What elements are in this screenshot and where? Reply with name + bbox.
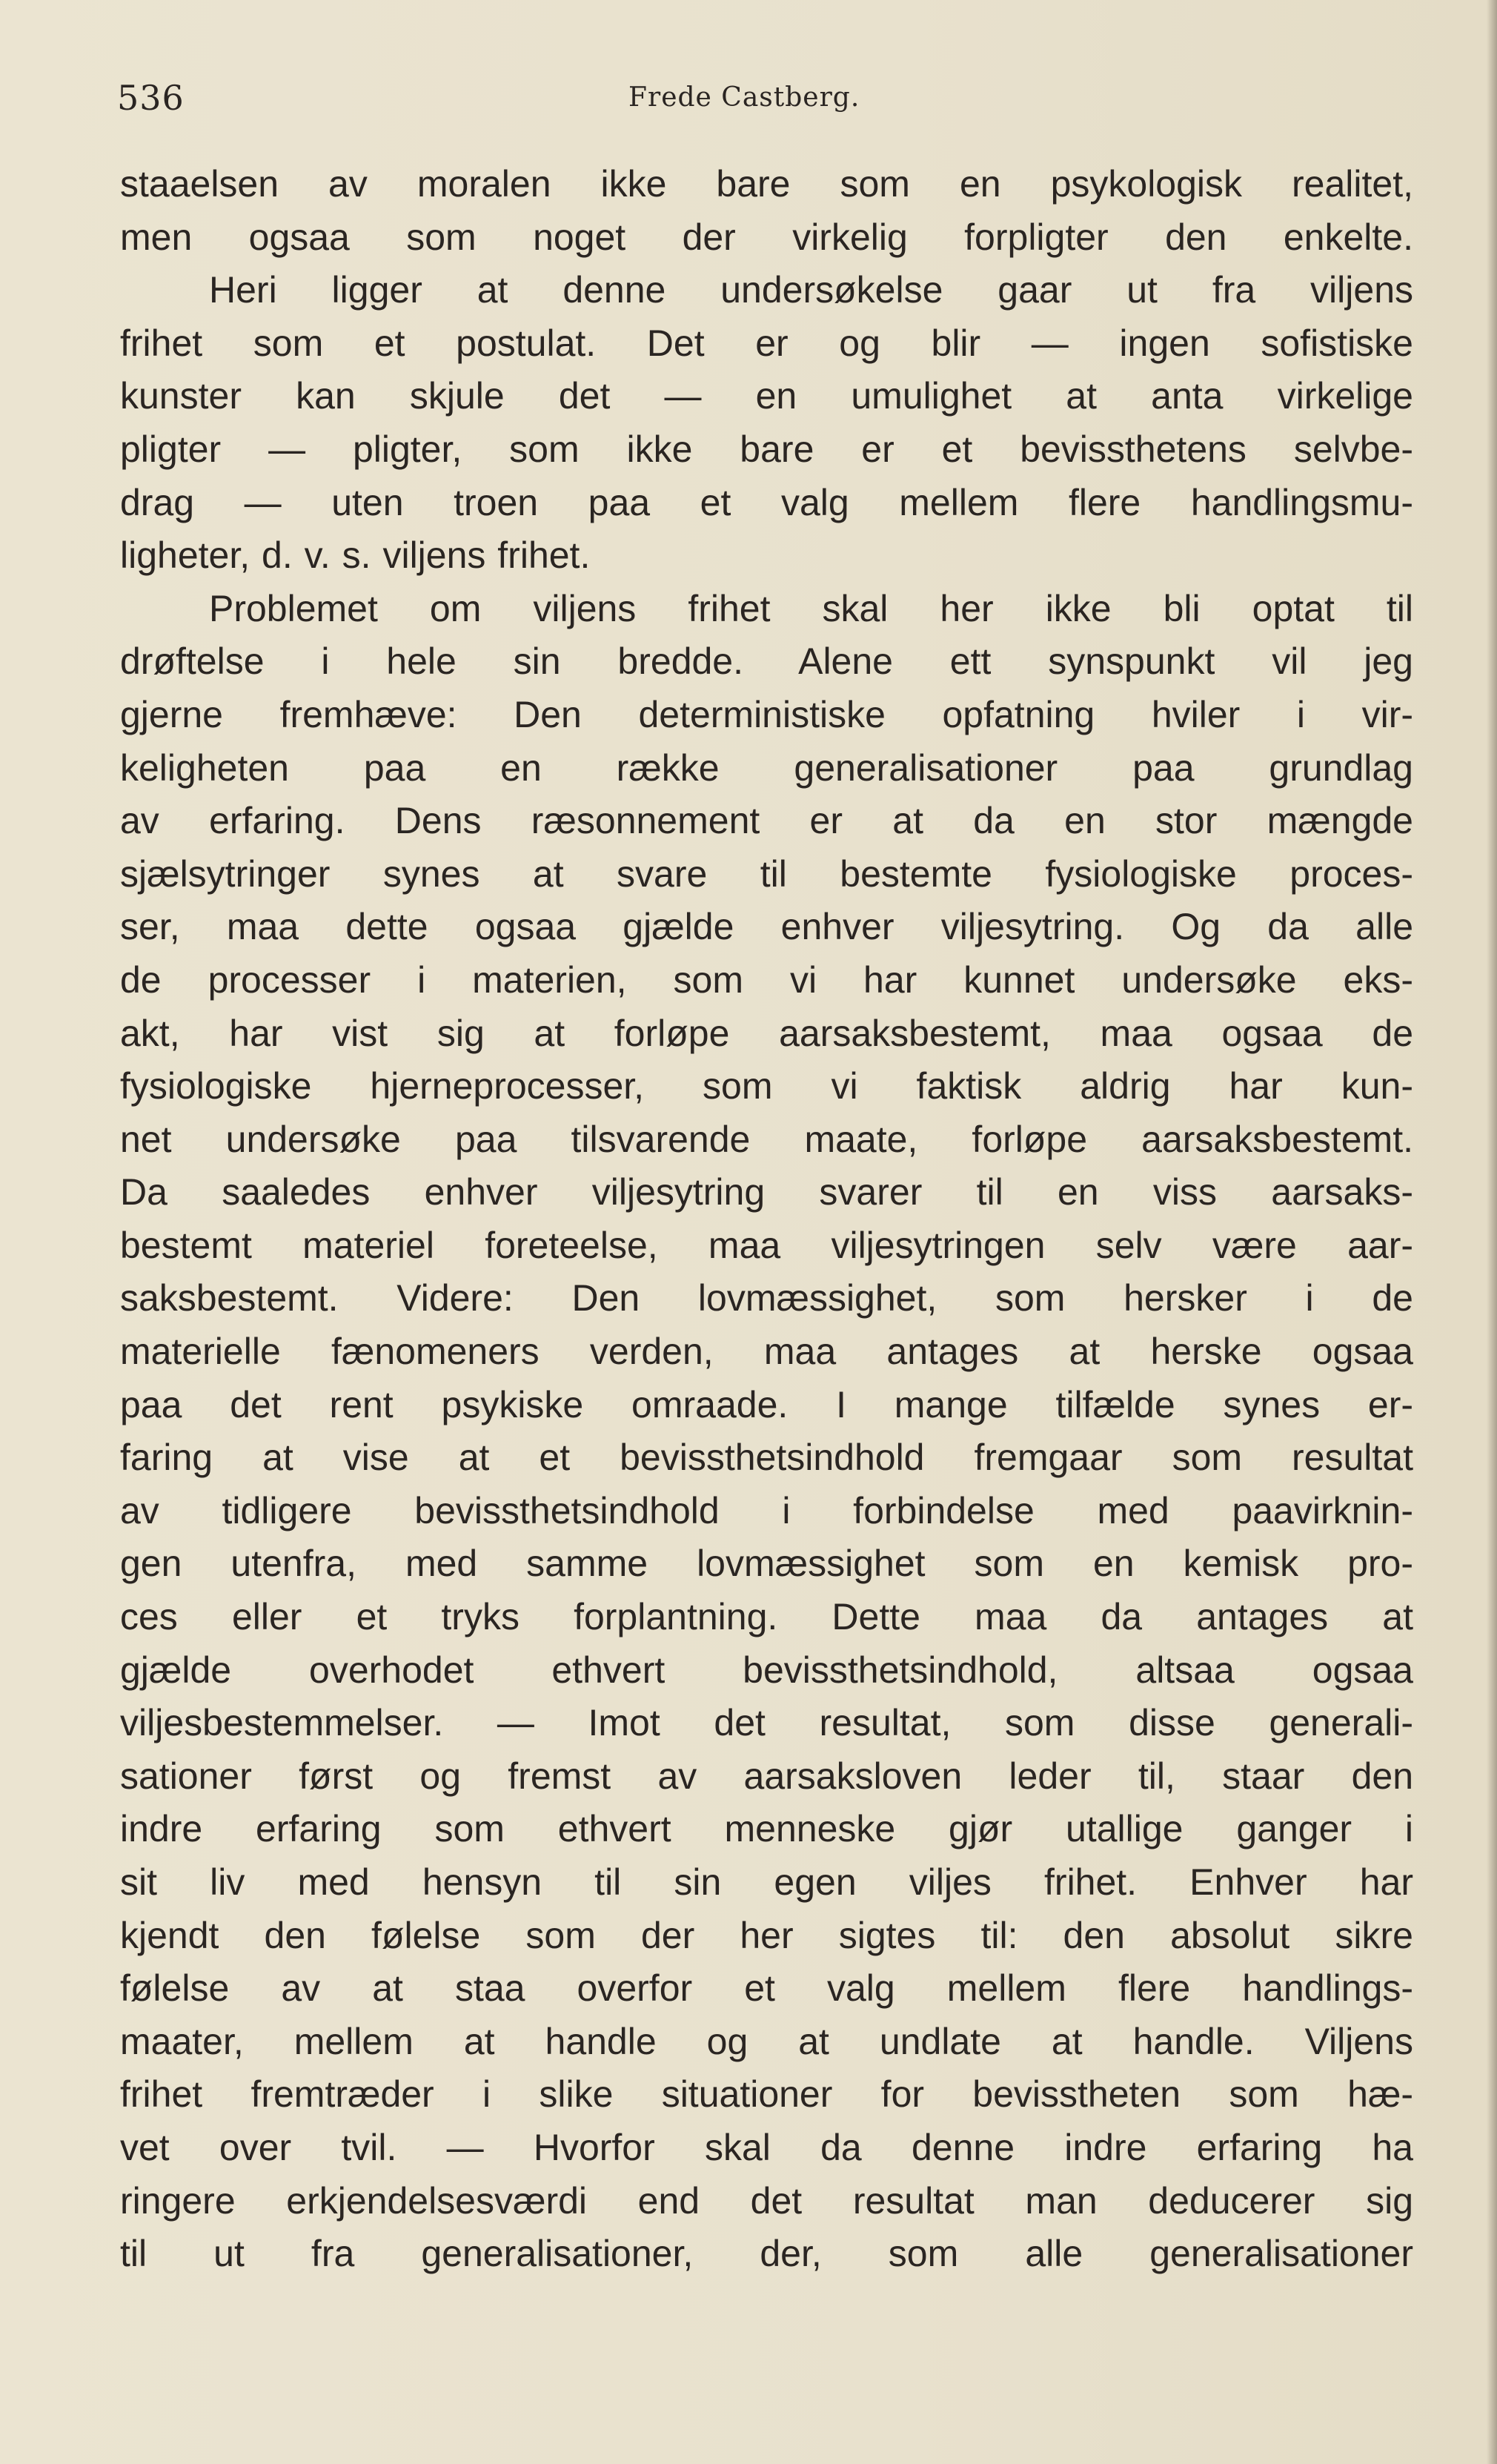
page-edge-shadow [1487,0,1497,2464]
text-line: fysiologiske hjerneprocesser, som vi faktisk aldrig har kun- [120,1065,1413,1107]
text-line: ser, maa dette ogsaa gjælde enhver viljesytring. Og da alle [120,906,1413,948]
text-line: drag — uten troen paa et valg mellem flere handlingsmu- [120,481,1413,523]
text-line: ringere erkjendelsesværdi end det resultat man deducerer sig [120,2179,1413,2222]
body-text [120,158,1413,2281]
running-head: Frede Castberg. [628,82,860,113]
text-line: av erfaring. Dens ræsonnement er at da en stor mængde [120,800,1413,842]
text-line: ligheter, d. v. s. viljens frihet. [120,534,591,577]
text-line: sit liv med hensyn til sin egen viljes frihet. Enhver har [120,1861,1413,1903]
text-line: saksbestemt. Videre: Den lovmæssighet, som hersker i de [120,1277,1413,1319]
text-line: til ut fra generalisationer, der, som alle generalisationer [120,2233,1413,2275]
text-line: de processer i materien, som vi har kunnet undersøke eks- [120,958,1413,1001]
text-line: følelse av at staa overfor et valg mellem flere handlings- [120,1967,1413,2010]
text-line: gen utenfra, med samme lovmæssighet som en kemisk pro- [120,1543,1413,1585]
text-line: bestemt materiel foreteelse, maa viljesytringen selv være aar- [120,1224,1413,1266]
text-line: drøftelse i hele sin bredde. Alene ett synspunkt vil jeg [120,640,1413,683]
text-line: Da saaledes enhver viljesytring svarer til en viss aarsaks- [120,1171,1413,1213]
text-line: indre erfaring som ethvert menneske gjør utallige ganger i [120,1808,1413,1850]
text-line: kunster kan skjule det — en umulighet at anta virkelige [120,375,1413,417]
text-line: sationer først og fremst av aarsaksloven leder til, staar den [120,1755,1413,1797]
text-line: Heri ligger at denne undersøkelse gaar ut fra viljens [209,269,1413,311]
text-line: Problemet om viljens frihet skal her ikke bli optat til [209,587,1413,629]
text-line: gjerne fremhæve: Den deterministiske opfatning hviler i vir- [120,693,1413,735]
text-line: av tidligere bevissthetsindhold i forbindelse med paavirknin- [120,1489,1413,1531]
text-line: frihet som et postulat. Det er og blir — ingen sofistiske [120,322,1413,364]
text-line: frihet fremtræder i slike situationer for bevisstheten som hæ- [120,2073,1413,2116]
text-line: pligter — pligter, som ikke bare er et bevissthetens selvbe- [120,428,1413,470]
text-line: sjælsytringer synes at svare til bestemte fysiologiske proces- [120,852,1413,895]
text-line: maater, mellem at handle og at undlate at handle. Viljens [120,2020,1413,2062]
text-line: vet over tvil. — Hvorfor skal da denne indre erfaring ha [120,2126,1413,2168]
text-line: staaelsen av moralen ikke bare som en psykologisk realitet, [120,163,1413,205]
page-number: 536 [117,78,185,118]
text-line: materielle fænomeners verden, maa antages at herske ogsaa [120,1331,1413,1373]
text-line: viljesbestemmelser. — Imot det resultat, som disse generali- [120,1702,1413,1744]
text-line: net undersøke paa tilsvarende maate, forløpe aarsaksbestemt. [120,1118,1413,1160]
text-line: keligheten paa en række generalisationer paa grundlag [120,746,1413,789]
text-line: faring at vise at et bevissthetsindhold fremgaar som resultat [120,1437,1413,1479]
text-line: ces eller et tryks forplantning. Dette maa da antages at [120,1596,1413,1638]
text-line: akt, har vist sig at forløpe aarsaksbestemt, maa ogsaa de [120,1012,1413,1054]
text-line: gjælde overhodet ethvert bevissthetsindhold, altsaa ogsaa [120,1649,1413,1691]
text-line: paa det rent psykiske omraade. I mange tilfælde synes er- [120,1383,1413,1425]
text-line: men ogsaa som noget der virkelig forpligter den enkelte. [120,216,1413,258]
page-header [117,78,1392,122]
text-line: kjendt den følelse som der her sigtes til: den absolut sikre [120,1914,1413,1956]
